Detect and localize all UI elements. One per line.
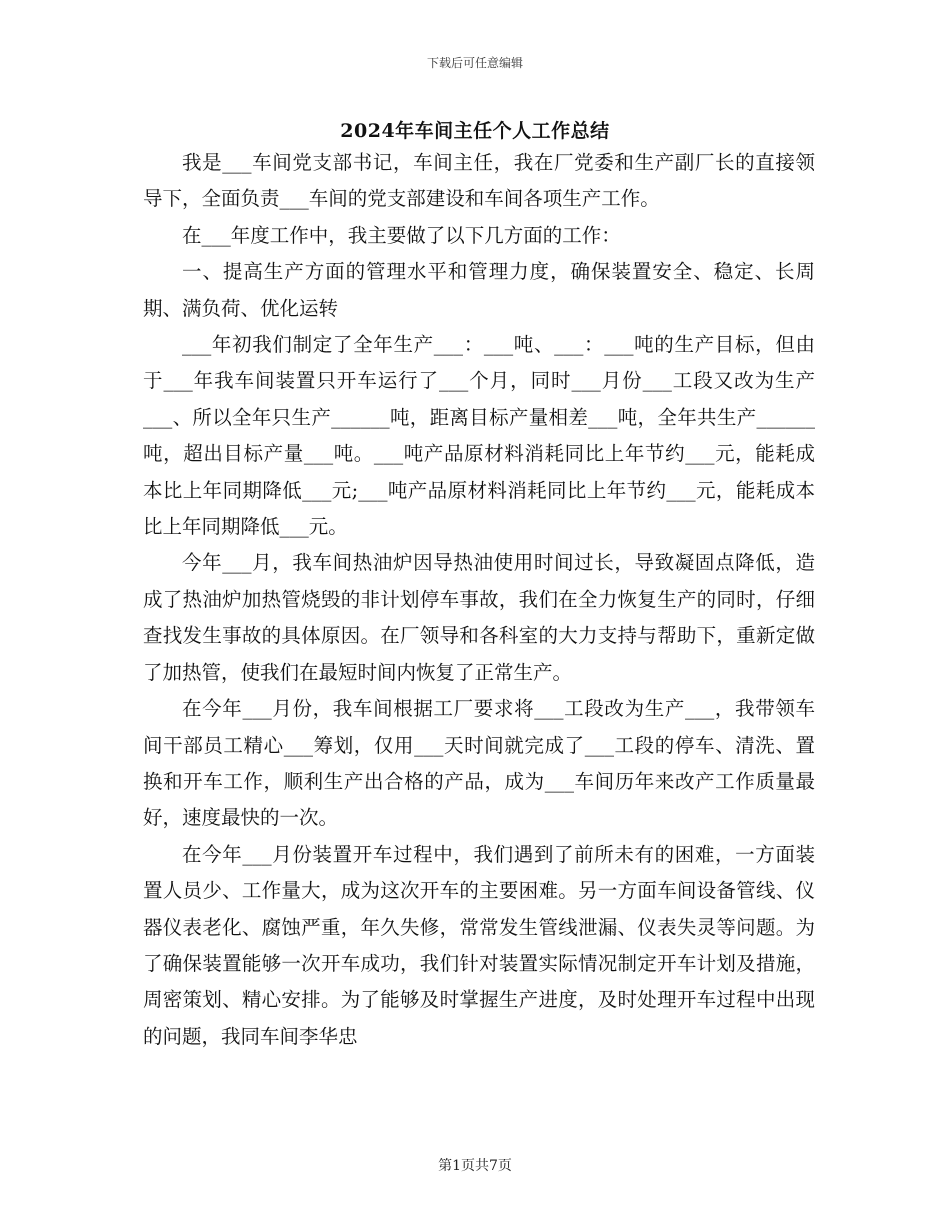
paragraph: 我是___车间党支部书记，车间主任，我在厂党委和生产副厂长的直接领导下，全面负责___车间的党支部建设和车间各项生产工作。 — [143, 151, 815, 211]
paragraph: 在今年___月份装置开车过程中，我们遇到了前所未有的困难，一方面装置人员少、工作量大，成为这次开车的主要困难。另一方面车间设备管线、仪器仪表老化、腐蚀严重，年久失修，常常发生管线泄漏、仪表失灵等问题。为了确保装置能够一次开车成功，我们针对装置实际情况制定开车计划及措施，周密策划、精心安排。为了能够及时掌握生产进度，及时处理开车过程中出现的问题，我同车间李华忠 — [143, 842, 815, 1048]
paragraph: ___年初我们制定了全年生产___：___吨、___：___吨的生产目标，但由于___年我车间装置只开车运行了___个月，同时___月份___工段又改为生产___、所以全年只生产______吨，距离目标产量相差___吨，全年共生产______吨，超出目标产量___吨。___吨产品原材料消耗同比上年节约___元，能耗成本比上年同期降低___元;___吨产品原材料消耗同比上年节约___元，能耗成本比上年同期降低___元。 — [143, 333, 815, 539]
document-title: 2024年车间主任个人工作总结 — [340, 120, 610, 142]
paragraph: 在___年度工作中，我主要做了以下几方面的工作： — [182, 223, 621, 247]
paragraph: 在今年___月份，我车间根据工厂要求将___工段改为生产___，我带领车间干部员工精心___筹划，仅用___天时间就完成了___工段的停车、清洗、置换和开车工作，顺利生产出合格的产品，成为___车间历年来改产工作质量最好，速度最快的一次。 — [143, 697, 815, 830]
document-body — [143, 145, 815, 1110]
paragraph: 今年___月，我车间热油炉因导热油使用时间过长，导致凝固点降低，造成了热油炉加热管烧毁的非计划停车事故，我们在全力恢复生产的同时，仔细查找发生事故的具体原因。在厂领导和各科室的大力支持与帮助下，重新定做了加热管，使我们在最短时间内恢复了正常生产。 — [143, 551, 815, 684]
page-footer: 第1页共7页 — [438, 1158, 512, 1174]
paragraph: 一、提高生产方面的管理水平和管理力度，确保装置安全、稳定、长周期、满负荷、优化运转 — [143, 260, 815, 320]
header-note: 下载后可任意编辑 — [426, 56, 523, 70]
